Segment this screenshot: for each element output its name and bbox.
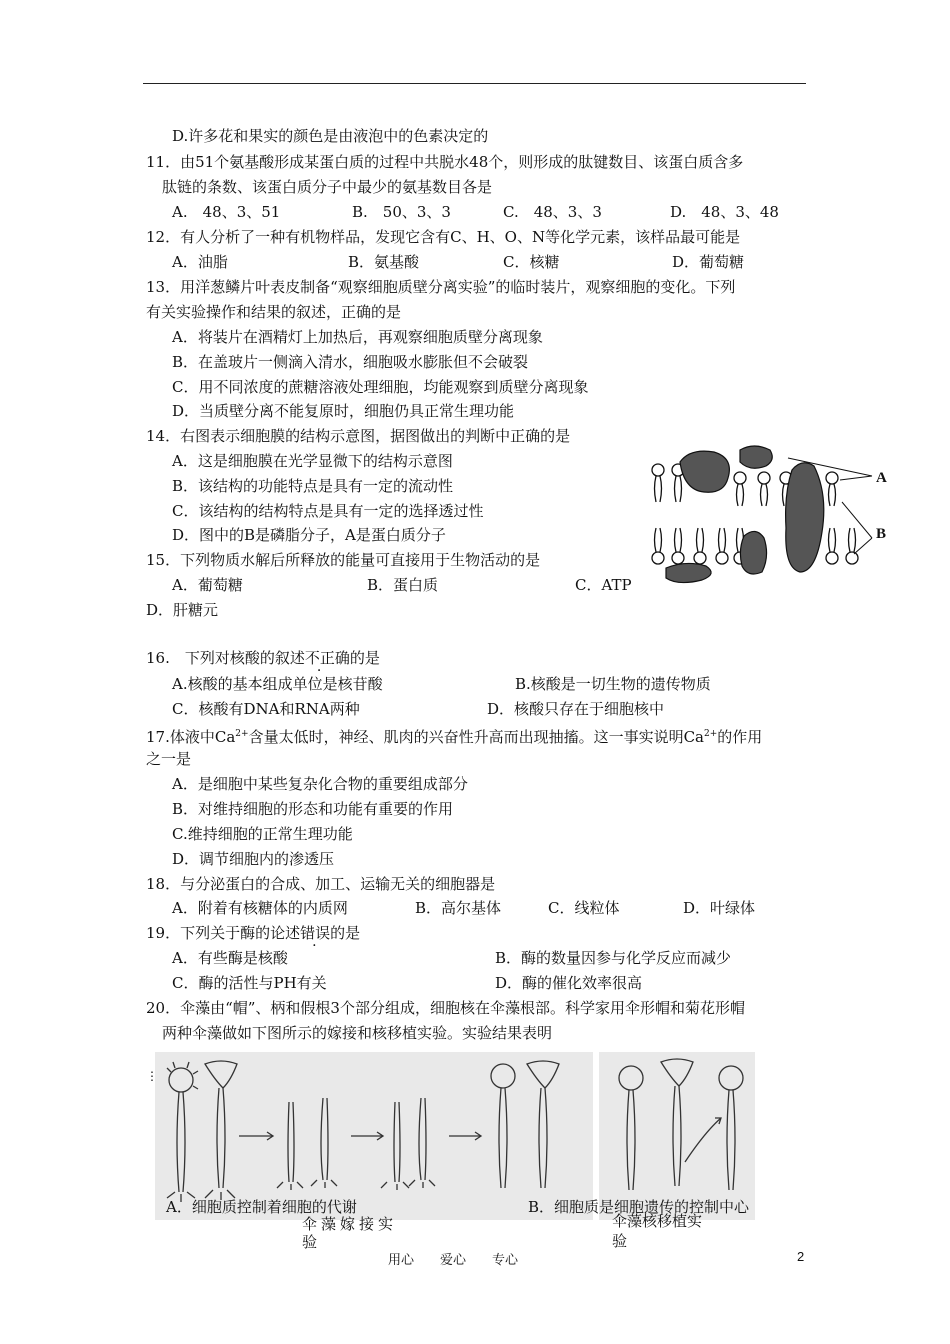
q12-stem: 12．有人分析了一种有机物样品，发现它含有C、H、O、N等化学元素，该样品最可能是 [146,228,741,246]
q17-option-b: B．对维持细胞的形态和功能有重要的作用 [172,800,454,818]
q14-option-c: C．该结构的结构特点是具有一定的选择透过性 [172,502,484,520]
footer-word-1: 用心 [388,1253,415,1268]
caption-graft-cont: 验 [302,1233,318,1251]
caption-transplant-cont: 验 [612,1232,628,1250]
q14-option-d: D．图中的B是磷脂分子，A是蛋白质分子 [172,526,446,544]
q16-stem-emphasis: 不正 [304,649,335,667]
label-a: A [876,470,887,486]
q11-option-a: A. 48、3、51 [172,203,281,221]
q14-stem: 14．右图表示细胞膜的结构示意图，据图做出的判断中正确的是 [146,427,571,445]
q19-stem-post: 的是 [330,924,361,942]
q20-option-a: A．细胞质控制着细胞的代谢 [166,1198,357,1216]
q14-option-a: A．这是细胞膜在光学显微下的结构示意图 [172,452,453,470]
q11-option-c: C. 48、3、3 [503,203,602,221]
umbrella-algae-diagram [155,1052,755,1220]
q16-option-d: D．核酸只存在于细胞核中 [487,700,665,718]
caption-graft: 伞藻嫁接实 [302,1215,398,1233]
q13-option-d: D．当质壁分离不能复原时，细胞仍具正常生理功能 [172,402,515,420]
q20-option-b: B．细胞质是细胞遗传的控制中心 [528,1198,750,1216]
q11-option-d: D. 48、3、48 [670,203,779,221]
q12-option-d: D．葡萄糖 [672,253,745,271]
q16-stem [146,648,380,668]
q11-stem-cont: 肽链的条数、该蛋白质分子中最少的氨基数目各是 [162,178,493,196]
protein-molecules [666,446,824,583]
cell-membrane-diagram [640,440,892,590]
q13-option-a: A．将装片在酒精灯上加热后，再观察细胞质壁分离现象 [172,328,543,346]
q12-option-c: C．核糖 [503,253,560,271]
q17-stem-mid: 含量太低时，神经、肌肉的兴奋性升高而出现抽搐。这一事实说明Ca [248,728,704,746]
q19-stem [146,923,360,943]
q17-stem-cont: 之一是 [146,750,192,768]
q19-option-c: C．酶的活性与PH有关 [172,974,327,992]
q17-option-d: D．调节细胞内的渗透压 [172,850,335,868]
q13-option-c: C．用不同浓度的蔗糖溶液处理细胞，均能观察到质壁分离现象 [172,378,589,396]
q17-superscript-2: 2+ [704,729,718,739]
q16-stem-post: 确的是 [334,649,380,667]
q18-option-b: B．高尔基体 [415,899,502,917]
footer-word-3: 专心 [492,1253,519,1268]
q16-stem-pre: 16. 下列对核酸的叙述 [146,649,305,667]
q18-option-c: C．线粒体 [548,899,620,917]
page-number: 2 [797,1249,805,1264]
q13-option-b: B．在盖玻片一侧滴入清水，细胞吸水膨胀但不会破裂 [172,353,529,371]
q14-option-b: B．该结构的功能特点是具有一定的流动性 [172,477,454,495]
q19-stem-emphasis: 错误 [300,924,331,942]
q13-stem-cont: 有关实验操作和结果的叙述，正确的是 [146,303,402,321]
q17-superscript-1: 2+ [235,729,249,739]
q15-option-a: A．葡萄糖 [172,576,243,594]
q10-option-d: D.许多花和果实的颜色是由液泡中的色素决定的 [172,127,489,145]
q12-option-a: A．油脂 [172,253,228,271]
q15-option-b: B．蛋白质 [367,576,439,594]
q15-stem: 15．下列物质水解后所释放的能量可直接用于生物活动的是 [146,551,541,569]
q12-option-b: B．氨基酸 [348,253,420,271]
header-rule [143,83,806,84]
q20-stem-cont: 两种伞藻做如下图所示的嫁接和核移植实验。实验结果表明 [162,1024,553,1042]
q17-stem: 17.体液中$Ca^{2+}$含量太低时，神经、肌肉的兴奋性升高而出现抽搐。这一事实说明$Ca^{2+}$的作用 [146,728,763,746]
q16-option-a: A.核酸的基本组成单位是核苷酸 [172,675,383,693]
q19-stem-pre: 19．下列关于酶的论述 [146,924,301,942]
q13-stem: 13．用洋葱鳞片叶表皮制备“观察细胞质壁分离实验”的临时装片，观察细胞的变化。下列 [146,278,736,296]
q17-option-a: A．是细胞中某些复杂化合物的重要组成部分 [172,775,468,793]
q18-stem: 18．与分泌蛋白的合成、加工、运输无关的细胞器是 [146,875,496,893]
q16-option-c: C．核酸有DNA和RNA两种 [172,700,360,718]
q17-option-c: C.维持细胞的正常生理功能 [172,825,353,843]
q20-stem: 20．伞藻由“帽”、柄和假根3个部分组成，细胞核在伞藻根部。科学家用伞形帽和菊花形帽 [146,999,745,1017]
caption-transplant: 伞藻核移植实 [612,1212,703,1230]
q17-stem-pre: 17.体液中Ca [146,728,236,746]
q11-option-b: B. 50、3、3 [352,203,451,221]
figure-margin-dots: ⋮ [146,1069,158,1083]
q18-option-a: A．附着有核糖体的内质网 [172,899,348,917]
q19-option-d: D．酶的催化效率很高 [495,974,643,992]
footer-word-2: 爱心 [440,1253,467,1268]
q15-option-d: D．肝糖元 [146,601,219,619]
label-b: B [876,526,887,542]
q11-stem: 11．由51个氨基酸形成某蛋白质的过程中共脱水48个，则形成的肽键数目、该蛋白质含多 [146,153,744,171]
q19-option-a: A．有些酶是核酸 [172,949,288,967]
q18-option-d: D．叶绿体 [683,899,756,917]
q16-option-b: B.核酸是一切生物的遗传物质 [515,675,711,693]
q19-option-b: B．酶的数量因参与化学反应而减少 [495,949,732,967]
q15-option-c: C．ATP [575,576,632,594]
footer [388,1249,544,1268]
